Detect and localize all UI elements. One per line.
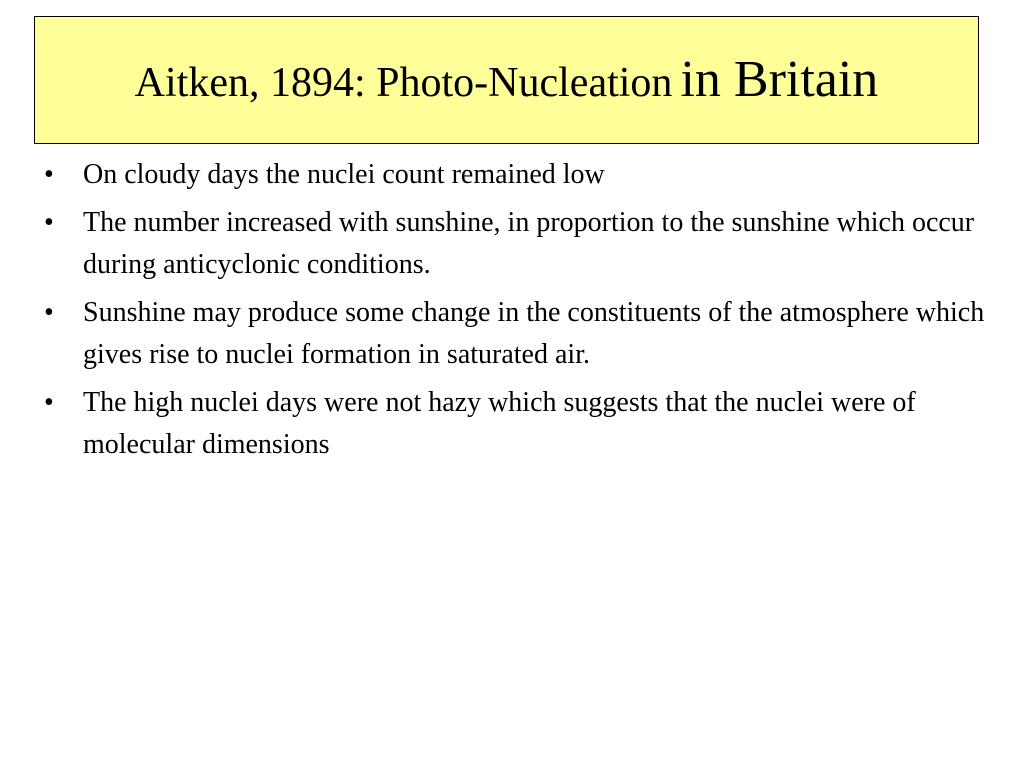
bullet-item-atmosphere-change (40, 292, 1000, 376)
bullet-dot-icon: • (44, 207, 54, 238)
bullet-dot-icon: • (44, 387, 54, 418)
bullet-text: The number increased with sunshine, in proportion to the sunshine which occur during anticyclonic conditions. (83, 207, 975, 280)
bullet-text: Sunshine may produce some change in the constituents of the atmosphere which gives rise to nuclei formation in saturated air. (83, 297, 985, 370)
bullet-item-cloudy-days (40, 154, 1000, 196)
bullet-dot-icon: • (44, 297, 54, 328)
bullet-item-molecular-dimensions (40, 382, 1000, 466)
bullet-dot-icon: • (44, 159, 54, 190)
slide-title (134, 51, 879, 108)
bullet-list (40, 154, 1000, 472)
bullet-item-sunshine-increase (40, 202, 1000, 286)
slide-title-box (34, 16, 979, 144)
bullet-text: The high nuclei days were not hazy which suggests that the nuclei were of molecular dimensions (83, 387, 916, 460)
slide-title-main: Aitken, 1894: Photo-Nucleation (134, 60, 673, 106)
slide-title-tail: in Britain (680, 51, 879, 108)
bullet-text: On cloudy days the nuclei count remained low (83, 159, 605, 190)
